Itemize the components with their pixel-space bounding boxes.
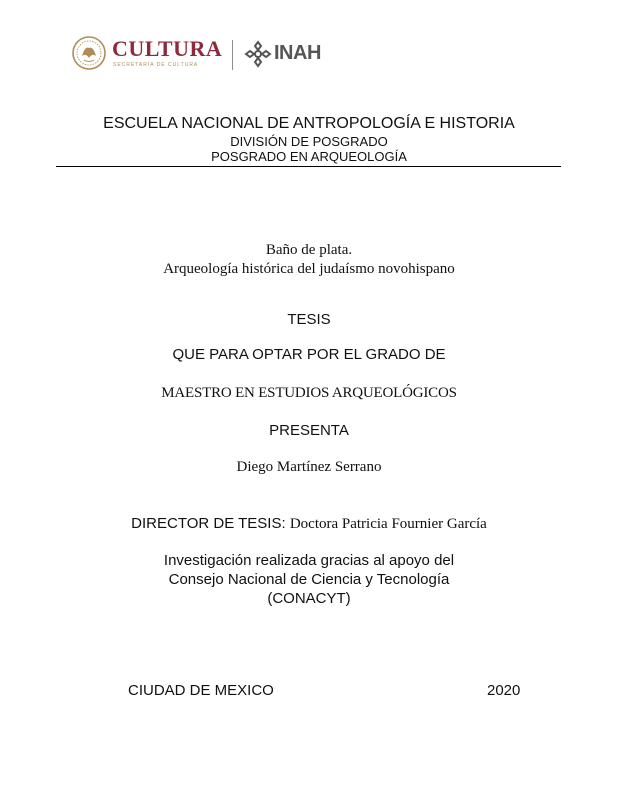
presents-label: PRESENTA xyxy=(269,422,349,439)
degree-intro: QUE PARA OPTAR POR EL GRADO DE xyxy=(172,346,446,363)
funding-line-2: Consejo Nacional de Ciencia y Tecnología xyxy=(168,571,450,588)
inah-glyph-icon xyxy=(244,40,272,68)
thesis-title-line-2: Arqueología histórica del judaísmo novohispano xyxy=(163,261,455,277)
director-name: Doctora Patricia Fournier García xyxy=(289,516,487,532)
cultura-subtitle: SECRETARÍA DE CULTURA xyxy=(113,62,199,68)
school-name: ESCUELA NACIONAL DE ANTROPOLOGÍA E HISTORIA xyxy=(103,115,515,132)
eagle-seal-icon xyxy=(72,36,106,70)
degree-name: MAESTRO EN ESTUDIOS ARQUEOLÓGICOS xyxy=(161,385,457,401)
author-name: Diego Martínez Serrano xyxy=(236,459,382,475)
funding-line-3: (CONACYT) xyxy=(267,590,351,607)
header-rule xyxy=(56,166,561,167)
division-name: DIVISIÓN DE POSGRADO xyxy=(230,134,388,149)
director-label: DIRECTOR DE TESIS: xyxy=(131,515,286,532)
cultura-wordmark: CULTURA xyxy=(112,36,223,61)
year-label: 2020 xyxy=(487,682,521,699)
inah-wordmark: INAH xyxy=(274,42,321,64)
funding-line-1: Investigación realizada gracias al apoyo del xyxy=(163,552,455,569)
city-label: CIUDAD DE MEXICO xyxy=(128,682,274,699)
thesis-title-line-1: Baño de plata. xyxy=(265,242,353,258)
program-name: POSGRADO EN ARQUEOLOGÍA xyxy=(211,149,407,164)
cultura-logo xyxy=(72,34,224,76)
inah-logo xyxy=(244,38,340,72)
logo-divider xyxy=(232,40,233,70)
thesis-type: TESIS xyxy=(287,311,331,328)
director-line xyxy=(0,515,618,533)
